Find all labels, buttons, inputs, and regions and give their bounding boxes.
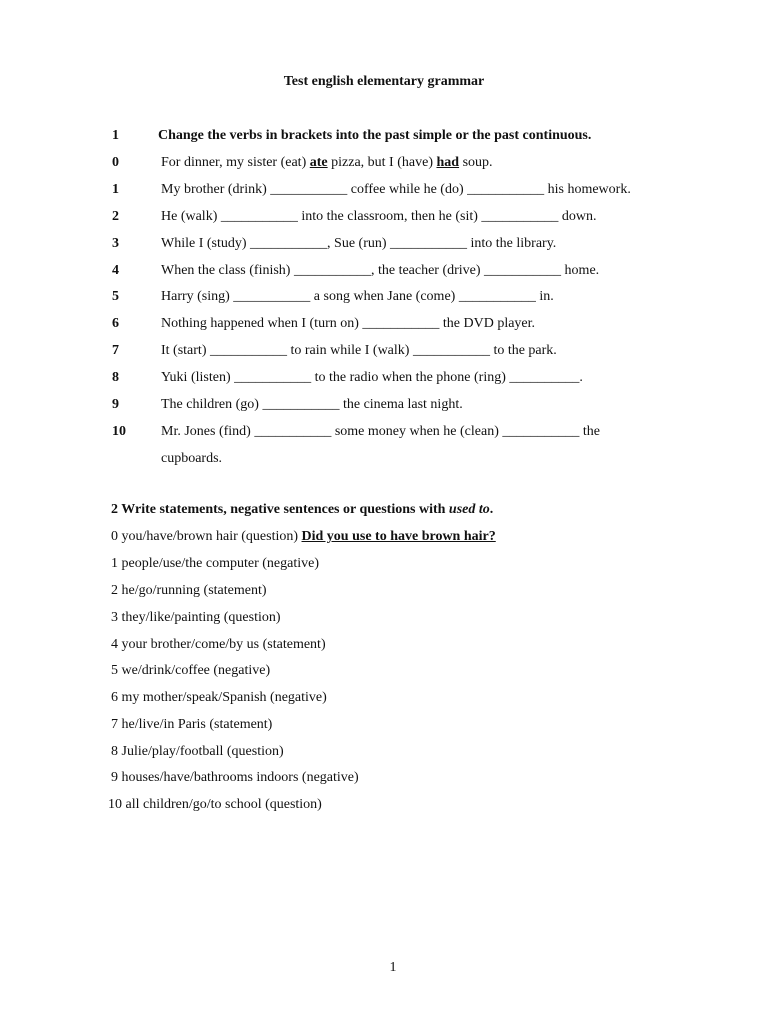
document-title: Test english elementary grammar — [283, 74, 485, 89]
section1-number: 1 — [112, 128, 119, 143]
example-sentence — [161, 154, 493, 172]
section2-example-prompt: 0 you/have/brown hair (question) — [111, 529, 302, 544]
exercise1-item-number: 9 — [112, 397, 119, 412]
example-text-mid: pizza, but I (have) — [327, 155, 437, 170]
page-number: 1 — [389, 960, 397, 975]
exercise1-item-text: The children (go) ___________ the cinema last night. — [161, 397, 463, 412]
section2-heading-text: 2 Write statements, negative sentences or questions with — [111, 502, 449, 517]
exercise1-item-number: 2 — [112, 209, 119, 224]
exercise2-item: 10 all children/go/to school (question) — [108, 797, 322, 812]
section2-heading-italic: used to — [448, 502, 490, 517]
exercise1-item-text: Yuki (listen) ___________ to the radio when the phone (ring) __________. — [161, 370, 583, 385]
section2-heading — [111, 501, 493, 519]
exercise1-item-text: While I (study) ___________, Sue (run) ___________ into the library. — [161, 236, 557, 251]
section2-example-answer: Did you use to have brown hair? — [301, 529, 496, 544]
exercise2-item: 6 my mother/speak/Spanish (negative) — [111, 690, 327, 705]
exercise2-item: 7 he/live/in Paris (statement) — [111, 717, 273, 732]
exercise1-item-text: When the class (finish) ___________, the teacher (drive) ___________ home. — [161, 263, 600, 278]
exercise1-item-text-continued: cupboards. — [161, 451, 223, 466]
exercise1-item-number: 6 — [112, 316, 119, 331]
exercise1-item-text: My brother (drink) ___________ coffee while he (do) ___________ his homework. — [161, 182, 631, 197]
example-answer-2: had — [436, 155, 460, 170]
exercise2-item: 3 they/like/painting (question) — [111, 610, 281, 625]
exercise1-item-number: 3 — [112, 236, 119, 251]
exercise2-item: 5 we/drink/coffee (negative) — [111, 663, 271, 678]
exercise1-item-number: 10 — [112, 424, 126, 439]
exercise1-item-text: Nothing happened when I (turn on) ___________ the DVD player. — [161, 316, 536, 331]
exercise1-item-number: 8 — [112, 370, 119, 385]
exercise2-item: 4 your brother/come/by us (statement) — [111, 637, 326, 652]
example-text-pre: For dinner, my sister (eat) — [161, 155, 310, 170]
section2-heading-end: . — [489, 502, 494, 517]
exercise2-item: 1 people/use/the computer (negative) — [111, 556, 319, 571]
exercise1-item-number: 4 — [112, 263, 119, 278]
exercise2-item: 8 Julie/play/football (question) — [111, 744, 284, 759]
exercise1-item-text: It (start) ___________ to rain while I (walk) ___________ to the park. — [161, 343, 557, 358]
exercise2-item: 2 he/go/running (statement) — [111, 583, 267, 598]
exercise1-item-text: Harry (sing) ___________ a song when Jane (come) ___________ in. — [161, 289, 554, 304]
exercise1-item-number: 5 — [112, 289, 119, 304]
example-answer-1: ate — [309, 155, 328, 170]
exercise1-item-number: 7 — [112, 343, 119, 358]
exercise1-item-text: He (walk) ___________ into the classroom, then he (sit) ___________ down. — [161, 209, 597, 224]
example-number: 0 — [112, 155, 119, 170]
exercise2-item: 9 houses/have/bathrooms indoors (negative) — [111, 770, 359, 785]
section1-heading: Change the verbs in brackets into the past simple or the past continuous. — [158, 128, 592, 143]
exercise1-item-text: Mr. Jones (find) ___________ some money when he (clean) ___________ the — [161, 424, 600, 439]
example-text-post: soup. — [459, 155, 493, 170]
section2-example — [111, 528, 496, 546]
exercise1-item-number: 1 — [112, 182, 119, 197]
